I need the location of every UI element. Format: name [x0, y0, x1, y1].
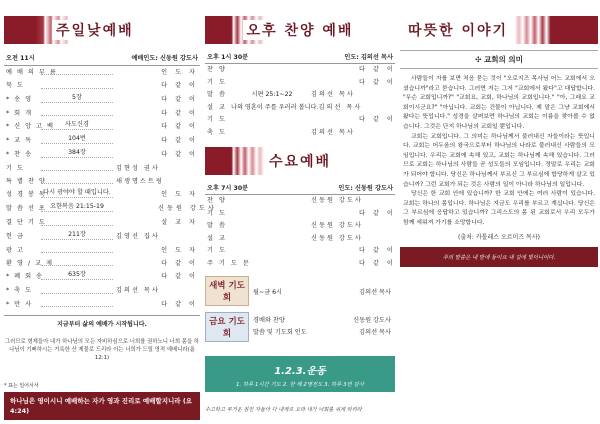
order-row — [4, 66, 200, 79]
order-who: 다 같 이 — [359, 116, 396, 123]
dawn-prayer-label: 새벽 기도회 — [205, 276, 249, 306]
order-who: 인 도 자 — [161, 69, 198, 76]
order-who — [158, 230, 198, 244]
order-detail — [233, 127, 311, 140]
morning-leader: 예배인도: 신동원 강도사 — [131, 55, 198, 62]
order-detail — [41, 107, 113, 116]
standing-note: * 표는 일어서서 — [4, 382, 39, 389]
order-row — [4, 175, 200, 188]
order-who — [158, 175, 198, 188]
order-detail — [41, 257, 113, 266]
order-who: 다 같 이 — [359, 78, 396, 86]
order-detail — [41, 216, 113, 225]
morning-worship-column — [4, 0, 217, 424]
order-who — [359, 195, 393, 208]
wednesday-title: 수요예배 — [265, 151, 335, 171]
afternoon-title: 오후 찬양 예배 — [243, 20, 358, 40]
order-detail — [233, 220, 311, 233]
section-title-text: 교회의 의미 — [484, 55, 523, 64]
order-detail — [233, 64, 311, 77]
order-item: 성경봉독 — [6, 191, 50, 199]
order-detail — [233, 114, 311, 127]
invitation-verse: 수고하고 무거운 짐진 자들아 다 내게로 오라 내가 너희를 쉬게 하리라 — [205, 407, 362, 413]
order-person — [116, 120, 158, 134]
order-person: 신동원 강도사 — [311, 222, 363, 229]
order-row — [205, 64, 395, 77]
order-item: 말씀 — [207, 222, 231, 229]
order-item: *송영 — [6, 95, 37, 103]
morning-title: 주일낮예배 — [52, 20, 138, 40]
order-row — [205, 77, 395, 90]
order-item: *축도 — [6, 287, 37, 295]
wednesday-leader: 인도: 신동원 강도사 — [338, 185, 393, 192]
afternoon-time: 오후 1시 30분 — [207, 54, 249, 61]
order-detail: 사도신경 — [41, 120, 113, 130]
order-person — [311, 77, 359, 90]
order-who: 다 같 이 — [161, 136, 198, 144]
order-row — [205, 233, 395, 246]
order-person: 김의선 목사 — [318, 103, 363, 111]
order-who — [359, 89, 393, 102]
order-who: 다 같 이 — [161, 260, 198, 268]
order-who: 신동원 강도사 — [158, 205, 217, 213]
friday-row-1 — [253, 315, 391, 327]
order-row — [205, 245, 395, 258]
story-column — [400, 0, 598, 424]
movement-box — [205, 356, 395, 392]
order-row — [4, 257, 200, 270]
order-detail: 나의 영혼이 주를 우러러 봅니다. — [230, 103, 319, 111]
order-person: 김영선 집사 — [116, 232, 160, 240]
order-person — [116, 188, 158, 202]
order-person — [116, 93, 158, 107]
order-person — [311, 245, 359, 258]
order-row — [4, 93, 200, 107]
order-detail: 5장 — [41, 93, 113, 103]
wednesday-time: 오후 7시 30분 — [207, 185, 249, 192]
order-person — [116, 244, 158, 257]
order-item: *폐회송 — [6, 273, 48, 281]
footer-verse: 주의 말씀은 내 발에 등이요 내 길에 빛이니이다. — [400, 247, 598, 267]
order-person — [116, 148, 158, 162]
essay-paragraph: 교회는 교회입니다. 그 의미는 하나님께서 불러내신 자들이라는 뜻입니다. 교회는 어두움의 왕국으로부터 하나님의 나라로 불러내신 사람들의 모임입니다. 우리는 교회에 속해 있고, 교회는 하나님께 속해 있습니다. 그러므로 교회는 하나님의 사람들 곧 성도들의 모임입니다. 정말로 우리는 교회가 되어야 합니다. 당신은 하나님께서 부르신 그 부르심에 합당하게 살고 있습니까? 그런 교회가 되는 것은 사람의 일이 아니라 하나님의 일입니다. — [403, 133, 595, 188]
order-detail — [41, 298, 113, 307]
story-header — [400, 16, 598, 44]
friday-item-1: 경배와 찬양 — [253, 317, 285, 324]
cross-icon: ✣ — [475, 55, 485, 64]
order-who: 다 같 이 — [161, 95, 198, 103]
order-who: 다 같 이 — [161, 273, 198, 281]
order-detail — [233, 258, 311, 271]
essay-source: (출처: 카톨레스 오르미즈 목사) — [458, 233, 540, 241]
order-who — [359, 220, 393, 233]
order-detail — [233, 233, 311, 246]
friday-prayer-row — [205, 312, 395, 342]
order-person: 김현성 권사 — [116, 164, 160, 172]
order-detail — [41, 175, 113, 184]
wednesday-header — [205, 147, 395, 175]
order-person: 신동원 강도사 — [311, 234, 363, 242]
order-row — [205, 89, 395, 102]
afternoon-leader: 인도: 김의선 목사 — [344, 54, 393, 61]
order-row — [205, 258, 395, 271]
order-person — [116, 270, 158, 284]
order-item: 예배의부름 — [6, 69, 61, 76]
order-who: 다 같 이 — [359, 247, 396, 254]
order-item: 주기도문 — [207, 259, 255, 267]
order-item: 광고 — [6, 246, 28, 254]
order-item: 찬양 — [207, 66, 231, 73]
morning-header — [4, 16, 200, 44]
order-row — [4, 134, 200, 148]
order-item: 기도 — [207, 247, 231, 254]
story-title: 따뜻한 이야기 — [404, 20, 512, 40]
order-who — [158, 162, 198, 175]
order-detail — [233, 208, 311, 221]
order-detail — [41, 79, 113, 88]
section-title — [400, 50, 598, 69]
order-row — [4, 298, 200, 311]
order-detail — [233, 77, 311, 90]
order-item: 묵도 — [6, 82, 28, 90]
morning-banner: 하나님은 영이시니 예배하는 자가 영과 진리로 예배할지니라 (요4:24) — [4, 392, 200, 420]
order-item: *만사 — [6, 300, 37, 308]
order-who — [359, 233, 393, 246]
morning-meta — [4, 50, 200, 66]
order-row — [205, 127, 395, 140]
order-person — [116, 298, 158, 311]
order-item: *찬송 — [6, 150, 37, 158]
order-who: 다 같 이 — [161, 82, 198, 90]
dawn-prayer-leader: 김의선 목사 — [359, 288, 391, 296]
order-row — [205, 220, 395, 233]
essay-body — [400, 75, 598, 229]
order-row — [4, 202, 217, 216]
order-row — [4, 162, 200, 175]
order-item: 말씀 — [207, 91, 231, 98]
order-item: 축도 — [207, 128, 231, 136]
order-detail: 시편 25:1~22 — [251, 91, 293, 98]
order-person — [311, 208, 359, 221]
order-item: *신앙고백 — [6, 122, 59, 130]
order-row — [4, 284, 200, 297]
order-item: 기도 — [207, 209, 231, 217]
order-who: 다 같 이 — [359, 66, 396, 73]
morning-order-list — [4, 66, 217, 311]
order-detail — [41, 66, 113, 75]
order-detail — [233, 245, 311, 258]
order-item: 환영/교제 — [6, 260, 57, 268]
afternoon-meta — [205, 50, 395, 64]
order-who — [158, 284, 198, 297]
order-who: 다 같 이 — [161, 300, 198, 308]
order-person — [311, 114, 359, 127]
order-row — [4, 270, 200, 284]
order-who — [362, 102, 393, 115]
order-row — [4, 79, 200, 92]
order-row — [205, 114, 395, 127]
order-row — [205, 195, 395, 208]
order-detail: 요한복음 21:15-19 — [41, 202, 113, 212]
dawn-prayer-info — [249, 287, 395, 296]
order-who: 인 도 자 — [161, 246, 198, 254]
order-person — [116, 202, 158, 216]
order-item: 특별찬양 — [6, 178, 50, 186]
order-person — [311, 258, 359, 271]
order-item: 찬양 — [207, 197, 231, 204]
order-detail — [233, 195, 311, 208]
morning-closing: 지금부터 삶의 예배가 시작됩니다. — [4, 315, 200, 328]
dawn-prayer-row — [205, 276, 395, 306]
order-item: 설교 — [207, 103, 231, 111]
order-item: 설교 — [207, 234, 231, 242]
order-item: 말씀선포 — [6, 205, 50, 213]
evening-worship-column — [205, 0, 395, 424]
order-item: 기도 — [207, 78, 231, 86]
order-detail: 211장 — [41, 230, 113, 240]
afternoon-order-list — [205, 64, 395, 139]
order-who: 다 같 이 — [161, 150, 198, 158]
order-person — [116, 257, 158, 270]
order-item: 헌금 — [6, 232, 28, 240]
order-row — [205, 102, 395, 115]
order-detail — [41, 284, 113, 293]
order-who: 다 같 이 — [359, 209, 396, 217]
afternoon-header — [205, 16, 395, 44]
order-person — [116, 107, 158, 120]
order-detail — [41, 244, 113, 253]
order-item: *회개 — [6, 109, 37, 117]
order-person — [311, 64, 359, 77]
order-who: 다 같 이 — [359, 259, 396, 267]
friday-item-2: 말씀 및 기도회 인도 — [253, 329, 307, 336]
order-item: 결단기도 — [6, 219, 50, 227]
movement-subtitle: 1. 하루 1시간 기도 2. 한 해 2명전도 3. 하루 3번 감사 — [236, 382, 364, 388]
essay-paragraph: 당신은 한 교회 안에 있습니까? 한 교회 안에는 여러 사람이 있습니다. 교회는 하나의 몸입니다. 하나님은 지금도 우리를 부르고 계십니다. 당신은 그 부르심에 응답하고 있습니까? 그리스도의 몸 된 교회로서 우리 모두가 함께 세워져 가기를 소망합니다. — [403, 191, 595, 226]
order-person: 김의선 목사 — [116, 287, 160, 295]
order-person: 김의선 목사 — [311, 128, 355, 136]
order-row — [4, 148, 200, 162]
friday-prayer-info — [249, 315, 395, 339]
friday-leader-1: 신동원 강도사 — [353, 317, 391, 324]
order-row — [4, 107, 200, 120]
wednesday-meta — [205, 181, 395, 195]
order-row — [4, 230, 200, 244]
order-person: 신동원 강도사 — [311, 197, 363, 204]
order-detail — [41, 162, 113, 171]
order-person — [116, 134, 158, 148]
friday-prayer-label: 금요 기도회 — [205, 312, 249, 342]
order-detail: 104번 — [41, 134, 113, 144]
order-person — [116, 216, 158, 229]
order-item: 기도 — [207, 116, 231, 123]
order-detail: 다시 광야야 할 때입니다. — [41, 188, 113, 198]
order-item: 기도 — [6, 164, 28, 172]
order-person: 김의선 목사 — [311, 91, 355, 98]
order-row — [4, 216, 200, 229]
order-who — [359, 127, 393, 140]
friday-row-2 — [253, 327, 391, 339]
order-item: *교독 — [6, 136, 37, 144]
order-who: 다 같 이 — [161, 122, 198, 130]
order-detail: 635장 — [41, 270, 113, 280]
order-person: 새생명스트링 — [116, 178, 164, 186]
order-row — [4, 188, 200, 202]
order-row — [4, 120, 200, 134]
essay-paragraph: 사람들이 자를 보면 처음 묻는 것이 "오로지즈 목사님 어느 교회에서 오셨습니까"라고 묻습니다. 그러면 저는 그저 "교회에서 왔다"고 대답합니다. "무슨 교회입니까?" "교회요, 교회, 하나님의 교회입니다." "아, 그래요 교회이시군요?" "아닙니다. 교회는 건물이 아닙니다. 제 말은 그냥 교회에서 왔다는 뜻입니다." 성경을 살펴보면 하나님의 교회는 이름을 찾아볼 수 없습니다. 그것은 단지 하나님의 교회일 뿐입니다. — [403, 76, 595, 130]
order-detail: 384장 — [41, 148, 113, 158]
order-row — [4, 244, 200, 257]
order-who: 설 교 자 — [161, 219, 198, 227]
order-who: 인 도 자 — [161, 191, 198, 199]
dawn-prayer-time: 월~금 6시 — [253, 288, 283, 296]
movement-title: 1.2.3.운동 — [274, 366, 326, 377]
morning-verse: 그러므로 형제들아 내가 하나님의 모든 자비하심으로 너희를 권하노니 너희 몸을 하나님이 기뻐하시는 거룩한 산 제물로 드리라 이는 너희가 드릴 영적 예배니라(롬 12:1) — [4, 338, 200, 361]
friday-leader-2: 김의선 목사 — [359, 329, 391, 336]
order-who: 다 같 이 — [161, 109, 198, 117]
order-person — [116, 66, 158, 79]
morning-time: 오전 11시 — [6, 55, 35, 62]
order-person — [116, 79, 158, 92]
order-row — [205, 208, 395, 221]
wednesday-order-list — [205, 195, 395, 270]
